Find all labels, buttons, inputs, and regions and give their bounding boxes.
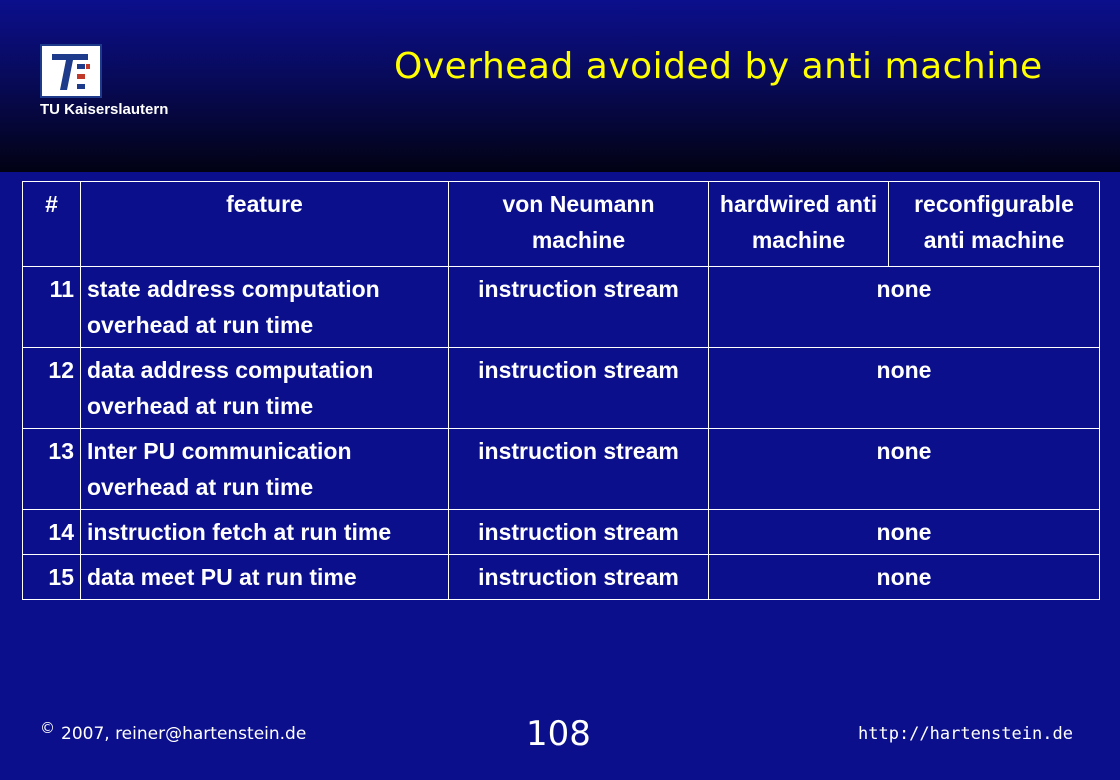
header-num: # bbox=[23, 182, 81, 267]
table-row bbox=[23, 510, 1100, 555]
tu-logo bbox=[40, 44, 102, 98]
row-number: 12 bbox=[23, 348, 81, 429]
table-row bbox=[23, 267, 1100, 348]
row-anti-machine: none bbox=[709, 510, 1100, 555]
table-header-row bbox=[23, 182, 1100, 267]
footer-copyright bbox=[40, 719, 307, 744]
row-number: 13 bbox=[23, 429, 81, 510]
footer-url: http://hartenstein.de bbox=[858, 724, 1073, 744]
row-anti-machine: none bbox=[709, 555, 1100, 600]
row-feature: data address computation overhead at run time bbox=[81, 348, 449, 429]
row-feature: Inter PU communication overhead at run time bbox=[81, 429, 449, 510]
row-von-neumann: instruction stream bbox=[449, 348, 709, 429]
copyright-text: 2007, reiner@hartenstein.de bbox=[61, 724, 307, 744]
row-number: 11 bbox=[23, 267, 81, 348]
comparison-table bbox=[22, 181, 1100, 600]
header-reconfigurable: reconfigurable anti machine bbox=[889, 182, 1100, 267]
table-row bbox=[23, 555, 1100, 600]
row-von-neumann: instruction stream bbox=[449, 510, 709, 555]
row-feature: data meet PU at run time bbox=[81, 555, 449, 600]
row-von-neumann: instruction stream bbox=[449, 429, 709, 510]
row-von-neumann: instruction stream bbox=[449, 555, 709, 600]
slide-title: Overhead avoided by anti machine bbox=[394, 46, 1043, 87]
row-von-neumann: instruction stream bbox=[449, 267, 709, 348]
row-anti-machine: none bbox=[709, 348, 1100, 429]
row-anti-machine: none bbox=[709, 429, 1100, 510]
header-von-neumann: von Neumann machine bbox=[449, 182, 709, 267]
header-hardwired: hardwired anti machine bbox=[709, 182, 889, 267]
row-feature: instruction fetch at run time bbox=[81, 510, 449, 555]
row-anti-machine: none bbox=[709, 267, 1100, 348]
row-number: 15 bbox=[23, 555, 81, 600]
page-number: 108 bbox=[526, 714, 591, 754]
row-feature: state address computation overhead at run time bbox=[81, 267, 449, 348]
logo-caption: TU Kaiserslautern bbox=[40, 101, 169, 118]
header-feature: feature bbox=[81, 182, 449, 267]
copyright-symbol: © bbox=[40, 719, 55, 737]
table-row bbox=[23, 429, 1100, 510]
row-number: 14 bbox=[23, 510, 81, 555]
table-row bbox=[23, 348, 1100, 429]
